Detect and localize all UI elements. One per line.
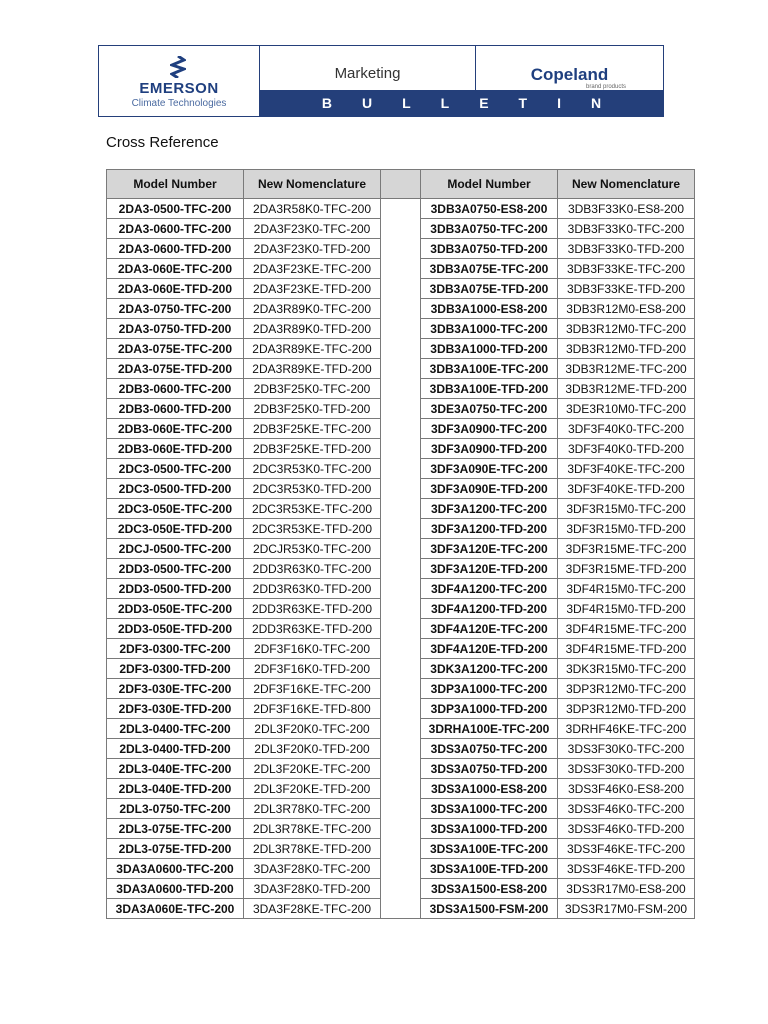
- spacer-cell: [381, 659, 421, 679]
- col-header-new-nomenclature-2: New Nomenclature: [558, 170, 695, 199]
- model-number-cell: 3DF4A120E-TFC-200: [421, 619, 558, 639]
- spacer-cell: [381, 899, 421, 919]
- table-row: [107, 539, 695, 559]
- table-row: [107, 219, 695, 239]
- new-nomenclature-cell: 3DF4R15M0-TFC-200: [558, 579, 695, 599]
- new-nomenclature-cell: 3DS3F30K0-TFC-200: [558, 739, 695, 759]
- new-nomenclature-cell: 3DF4R15ME-TFD-200: [558, 639, 695, 659]
- spacer-cell: [381, 259, 421, 279]
- emerson-wordmark: EMERSON: [139, 80, 219, 97]
- table-row: [107, 679, 695, 699]
- new-nomenclature-cell: 2DD3R63K0-TFD-200: [244, 579, 381, 599]
- table-row: [107, 739, 695, 759]
- new-nomenclature-cell: 2DL3R78KE-TFD-200: [244, 839, 381, 859]
- new-nomenclature-cell: 2DA3F23K0-TFD-200: [244, 239, 381, 259]
- table-row: [107, 779, 695, 799]
- new-nomenclature-cell: 3DS3F46K0-TFD-200: [558, 819, 695, 839]
- table-row: [107, 479, 695, 499]
- new-nomenclature-cell: 3DS3R17M0-ES8-200: [558, 879, 695, 899]
- new-nomenclature-cell: 3DS3R17M0-FSM-200: [558, 899, 695, 919]
- model-number-cell: 3DF3A090E-TFD-200: [421, 479, 558, 499]
- marketing-cell: [260, 46, 476, 90]
- new-nomenclature-cell: 3DS3F46K0-ES8-200: [558, 779, 695, 799]
- spacer-cell: [381, 859, 421, 879]
- model-number-cell: 3DB3A100E-TFD-200: [421, 379, 558, 399]
- new-nomenclature-cell: 2DA3F23KE-TFC-200: [244, 259, 381, 279]
- model-number-cell: 3DB3A075E-TFC-200: [421, 259, 558, 279]
- new-nomenclature-cell: 3DS3F30K0-TFD-200: [558, 759, 695, 779]
- spacer-cell: [381, 759, 421, 779]
- model-number-cell: 3DF3A1200-TFD-200: [421, 519, 558, 539]
- model-number-cell: 3DF3A1200-TFC-200: [421, 499, 558, 519]
- spacer-cell: [381, 559, 421, 579]
- new-nomenclature-cell: 2DL3R78KE-TFC-200: [244, 819, 381, 839]
- new-nomenclature-cell: 3DS3F46KE-TFD-200: [558, 859, 695, 879]
- spacer-cell: [381, 419, 421, 439]
- spacer-cell: [381, 639, 421, 659]
- table-row: [107, 239, 695, 259]
- model-number-cell: 3DS3A0750-TFC-200: [421, 739, 558, 759]
- new-nomenclature-cell: 3DK3R15M0-TFC-200: [558, 659, 695, 679]
- new-nomenclature-cell: 3DS3F46KE-TFC-200: [558, 839, 695, 859]
- bulletin-banner: BULLETIN: [260, 90, 663, 116]
- new-nomenclature-cell: 3DF3R15M0-TFC-200: [558, 499, 695, 519]
- model-number-cell: 2DA3-0750-TFC-200: [107, 299, 244, 319]
- copeland-subtitle: brand products: [586, 84, 627, 90]
- spacer-cell: [381, 679, 421, 699]
- model-number-cell: 3DP3A1000-TFD-200: [421, 699, 558, 719]
- model-number-cell: 2DA3-060E-TFD-200: [107, 279, 244, 299]
- table-row: [107, 439, 695, 459]
- model-number-cell: 3DS3A1000-ES8-200: [421, 779, 558, 799]
- spacer-cell: [381, 299, 421, 319]
- model-number-cell: 2DB3-0600-TFD-200: [107, 399, 244, 419]
- spacer-cell: [381, 739, 421, 759]
- col-header-model-number: Model Number: [107, 170, 244, 199]
- table-row: [107, 639, 695, 659]
- spacer-cell: [381, 279, 421, 299]
- model-number-cell: 3DS3A1500-ES8-200: [421, 879, 558, 899]
- table-row: [107, 879, 695, 899]
- new-nomenclature-cell: 3DB3F33K0-ES8-200: [558, 199, 695, 219]
- model-number-cell: 2DA3-0600-TFC-200: [107, 219, 244, 239]
- col-header-spacer: [381, 170, 421, 199]
- spacer-cell: [381, 399, 421, 419]
- model-number-cell: 3DF3A0900-TFC-200: [421, 419, 558, 439]
- new-nomenclature-cell: 2DF3F16KE-TFC-200: [244, 679, 381, 699]
- model-number-cell: 2DF3-0300-TFD-200: [107, 659, 244, 679]
- model-number-cell: 3DB3A075E-TFD-200: [421, 279, 558, 299]
- table-row: [107, 359, 695, 379]
- new-nomenclature-cell: 2DD3R63K0-TFC-200: [244, 559, 381, 579]
- table-row: [107, 379, 695, 399]
- new-nomenclature-cell: 2DL3F20KE-TFC-200: [244, 759, 381, 779]
- spacer-cell: [381, 319, 421, 339]
- table-row: [107, 859, 695, 879]
- new-nomenclature-cell: 2DD3R63KE-TFD-200: [244, 619, 381, 639]
- new-nomenclature-cell: 3DB3F33K0-TFC-200: [558, 219, 695, 239]
- emerson-logo-icon: [170, 56, 186, 78]
- table-row: [107, 339, 695, 359]
- new-nomenclature-cell: 3DA3F28K0-TFD-200: [244, 879, 381, 899]
- new-nomenclature-cell: 2DA3F23KE-TFD-200: [244, 279, 381, 299]
- model-number-cell: 2DB3-060E-TFC-200: [107, 419, 244, 439]
- model-number-cell: 3DE3A0750-TFC-200: [421, 399, 558, 419]
- new-nomenclature-cell: 3DF3R15ME-TFD-200: [558, 559, 695, 579]
- new-nomenclature-cell: 3DF4R15M0-TFD-200: [558, 599, 695, 619]
- table-row: [107, 819, 695, 839]
- model-number-cell: 3DK3A1200-TFC-200: [421, 659, 558, 679]
- table-row: [107, 719, 695, 739]
- model-number-cell: 2DL3-0750-TFC-200: [107, 799, 244, 819]
- spacer-cell: [381, 619, 421, 639]
- model-number-cell: 3DF3A120E-TFC-200: [421, 539, 558, 559]
- bulletin-header: [98, 45, 664, 117]
- copeland-wordmark: Copeland: [530, 65, 609, 84]
- model-number-cell: 2DC3-050E-TFC-200: [107, 499, 244, 519]
- model-number-cell: 3DB3A100E-TFC-200: [421, 359, 558, 379]
- new-nomenclature-cell: 2DC3R53KE-TFD-200: [244, 519, 381, 539]
- table-row: [107, 579, 695, 599]
- table-header-row: [107, 170, 695, 199]
- table-row: [107, 559, 695, 579]
- table-row: [107, 279, 695, 299]
- model-number-cell: 2DF3-030E-TFD-200: [107, 699, 244, 719]
- model-number-cell: 3DA3A0600-TFC-200: [107, 859, 244, 879]
- new-nomenclature-cell: 2DL3F20KE-TFD-200: [244, 779, 381, 799]
- model-number-cell: 3DA3A0600-TFD-200: [107, 879, 244, 899]
- model-number-cell: 3DS3A0750-TFD-200: [421, 759, 558, 779]
- new-nomenclature-cell: 3DF3F40K0-TFC-200: [558, 419, 695, 439]
- emerson-subtitle: Climate Technologies: [131, 98, 227, 109]
- spacer-cell: [381, 239, 421, 259]
- new-nomenclature-cell: 3DB3R12ME-TFD-200: [558, 379, 695, 399]
- table-row: [107, 839, 695, 859]
- table-body: [107, 199, 695, 919]
- model-number-cell: 3DF4A1200-TFC-200: [421, 579, 558, 599]
- model-number-cell: 3DF4A1200-TFD-200: [421, 599, 558, 619]
- new-nomenclature-cell: 3DE3R10M0-TFC-200: [558, 399, 695, 419]
- spacer-cell: [381, 779, 421, 799]
- model-number-cell: 2DA3-0750-TFD-200: [107, 319, 244, 339]
- marketing-label: Marketing: [334, 65, 401, 82]
- model-number-cell: 3DA3A060E-TFC-200: [107, 899, 244, 919]
- new-nomenclature-cell: 2DA3F23K0-TFC-200: [244, 219, 381, 239]
- new-nomenclature-cell: 2DC3R53K0-TFC-200: [244, 459, 381, 479]
- table-row: [107, 459, 695, 479]
- model-number-cell: 2DD3-050E-TFC-200: [107, 599, 244, 619]
- new-nomenclature-cell: 2DF3F16K0-TFC-200: [244, 639, 381, 659]
- new-nomenclature-cell: 2DF3F16K0-TFD-200: [244, 659, 381, 679]
- new-nomenclature-cell: 2DA3R89K0-TFD-200: [244, 319, 381, 339]
- model-number-cell: 2DL3-075E-TFD-200: [107, 839, 244, 859]
- table-row: [107, 299, 695, 319]
- model-number-cell: 2DF3-0300-TFC-200: [107, 639, 244, 659]
- table-row: [107, 519, 695, 539]
- spacer-cell: [381, 199, 421, 219]
- new-nomenclature-cell: 3DS3F46K0-TFC-200: [558, 799, 695, 819]
- spacer-cell: [381, 839, 421, 859]
- model-number-cell: 3DS3A1500-FSM-200: [421, 899, 558, 919]
- new-nomenclature-cell: 2DD3R63KE-TFD-200: [244, 599, 381, 619]
- table-row: [107, 619, 695, 639]
- model-number-cell: 3DB3A0750-TFD-200: [421, 239, 558, 259]
- model-number-cell: 3DB3A1000-TFC-200: [421, 319, 558, 339]
- model-number-cell: 3DF3A090E-TFC-200: [421, 459, 558, 479]
- model-number-cell: 3DF3A120E-TFD-200: [421, 559, 558, 579]
- model-number-cell: 2DL3-040E-TFD-200: [107, 779, 244, 799]
- model-number-cell: 3DS3A1000-TFD-200: [421, 819, 558, 839]
- spacer-cell: [381, 579, 421, 599]
- new-nomenclature-cell: 2DA3R58K0-TFC-200: [244, 199, 381, 219]
- table-row: [107, 599, 695, 619]
- new-nomenclature-cell: 3DP3R12M0-TFC-200: [558, 679, 695, 699]
- spacer-cell: [381, 879, 421, 899]
- spacer-cell: [381, 359, 421, 379]
- new-nomenclature-cell: 2DB3F25KE-TFD-200: [244, 439, 381, 459]
- spacer-cell: [381, 219, 421, 239]
- new-nomenclature-cell: 3DA3F28K0-TFC-200: [244, 859, 381, 879]
- model-number-cell: 3DF3A0900-TFD-200: [421, 439, 558, 459]
- new-nomenclature-cell: 3DF3F40KE-TFC-200: [558, 459, 695, 479]
- model-number-cell: 3DF4A120E-TFD-200: [421, 639, 558, 659]
- model-number-cell: 2DL3-040E-TFC-200: [107, 759, 244, 779]
- copeland-logo: [476, 46, 663, 90]
- model-number-cell: 3DS3A1000-TFC-200: [421, 799, 558, 819]
- new-nomenclature-cell: 2DA3R89K0-TFC-200: [244, 299, 381, 319]
- new-nomenclature-cell: 2DL3F20K0-TFD-200: [244, 739, 381, 759]
- table-row: [107, 659, 695, 679]
- model-number-cell: 3DB3A0750-TFC-200: [421, 219, 558, 239]
- new-nomenclature-cell: 2DB3F25KE-TFC-200: [244, 419, 381, 439]
- table-row: [107, 759, 695, 779]
- table-row: [107, 899, 695, 919]
- model-number-cell: 2DD3-0500-TFC-200: [107, 559, 244, 579]
- model-number-cell: 2DA3-0500-TFC-200: [107, 199, 244, 219]
- new-nomenclature-cell: 3DB3F33K0-TFD-200: [558, 239, 695, 259]
- model-number-cell: 2DA3-060E-TFC-200: [107, 259, 244, 279]
- model-number-cell: 2DA3-0600-TFD-200: [107, 239, 244, 259]
- new-nomenclature-cell: 2DL3R78K0-TFC-200: [244, 799, 381, 819]
- new-nomenclature-cell: 3DA3F28KE-TFC-200: [244, 899, 381, 919]
- new-nomenclature-cell: 2DCJR53K0-TFC-200: [244, 539, 381, 559]
- col-header-new-nomenclature: New Nomenclature: [244, 170, 381, 199]
- spacer-cell: [381, 479, 421, 499]
- model-number-cell: 3DB3A0750-ES8-200: [421, 199, 558, 219]
- model-number-cell: 3DB3A1000-ES8-200: [421, 299, 558, 319]
- spacer-cell: [381, 459, 421, 479]
- new-nomenclature-cell: 2DB3F25K0-TFC-200: [244, 379, 381, 399]
- new-nomenclature-cell: 2DA3R89KE-TFC-200: [244, 339, 381, 359]
- new-nomenclature-cell: 2DC3R53KE-TFC-200: [244, 499, 381, 519]
- spacer-cell: [381, 719, 421, 739]
- new-nomenclature-cell: 3DB3R12M0-TFC-200: [558, 319, 695, 339]
- new-nomenclature-cell: 3DB3R12ME-TFC-200: [558, 359, 695, 379]
- new-nomenclature-cell: 3DB3F33KE-TFC-200: [558, 259, 695, 279]
- new-nomenclature-cell: 3DF4R15ME-TFC-200: [558, 619, 695, 639]
- section-title: Cross Reference: [106, 134, 219, 151]
- table-row: [107, 799, 695, 819]
- model-number-cell: 2DL3-0400-TFD-200: [107, 739, 244, 759]
- new-nomenclature-cell: 3DF3R15M0-TFD-200: [558, 519, 695, 539]
- table-row: [107, 419, 695, 439]
- model-number-cell: 2DD3-050E-TFD-200: [107, 619, 244, 639]
- spacer-cell: [381, 599, 421, 619]
- spacer-cell: [381, 699, 421, 719]
- new-nomenclature-cell: 3DF3F40KE-TFD-200: [558, 479, 695, 499]
- new-nomenclature-cell: 3DB3R12M0-ES8-200: [558, 299, 695, 319]
- new-nomenclature-cell: 3DB3R12M0-TFD-200: [558, 339, 695, 359]
- model-number-cell: 3DB3A1000-TFD-200: [421, 339, 558, 359]
- model-number-cell: 2DD3-0500-TFD-200: [107, 579, 244, 599]
- spacer-cell: [381, 339, 421, 359]
- spacer-cell: [381, 439, 421, 459]
- table-row: [107, 199, 695, 219]
- spacer-cell: [381, 539, 421, 559]
- model-number-cell: 2DL3-0400-TFC-200: [107, 719, 244, 739]
- model-number-cell: 2DA3-075E-TFD-200: [107, 359, 244, 379]
- spacer-cell: [381, 519, 421, 539]
- table-row: [107, 259, 695, 279]
- table-row: [107, 319, 695, 339]
- new-nomenclature-cell: 3DF3F40K0-TFD-200: [558, 439, 695, 459]
- model-number-cell: 2DA3-075E-TFC-200: [107, 339, 244, 359]
- new-nomenclature-cell: 2DB3F25K0-TFD-200: [244, 399, 381, 419]
- new-nomenclature-cell: 3DB3F33KE-TFD-200: [558, 279, 695, 299]
- table-row: [107, 699, 695, 719]
- model-number-cell: 3DP3A1000-TFC-200: [421, 679, 558, 699]
- new-nomenclature-cell: 2DC3R53K0-TFD-200: [244, 479, 381, 499]
- model-number-cell: 2DC3-0500-TFD-200: [107, 479, 244, 499]
- model-number-cell: 3DRHA100E-TFC-200: [421, 719, 558, 739]
- model-number-cell: 3DS3A100E-TFD-200: [421, 859, 558, 879]
- model-number-cell: 2DF3-030E-TFC-200: [107, 679, 244, 699]
- model-number-cell: 2DL3-075E-TFC-200: [107, 819, 244, 839]
- table-row: [107, 399, 695, 419]
- model-number-cell: 2DB3-0600-TFC-200: [107, 379, 244, 399]
- cross-reference-table: [106, 169, 695, 919]
- col-header-model-number-2: Model Number: [421, 170, 558, 199]
- new-nomenclature-cell: 2DF3F16KE-TFD-800: [244, 699, 381, 719]
- spacer-cell: [381, 379, 421, 399]
- new-nomenclature-cell: 2DL3F20K0-TFC-200: [244, 719, 381, 739]
- new-nomenclature-cell: 3DF3R15ME-TFC-200: [558, 539, 695, 559]
- spacer-cell: [381, 799, 421, 819]
- new-nomenclature-cell: 3DRHF46KE-TFC-200: [558, 719, 695, 739]
- model-number-cell: 2DB3-060E-TFD-200: [107, 439, 244, 459]
- new-nomenclature-cell: 2DA3R89KE-TFD-200: [244, 359, 381, 379]
- model-number-cell: 2DC3-050E-TFD-200: [107, 519, 244, 539]
- new-nomenclature-cell: 3DP3R12M0-TFD-200: [558, 699, 695, 719]
- table-row: [107, 499, 695, 519]
- spacer-cell: [381, 499, 421, 519]
- spacer-cell: [381, 819, 421, 839]
- model-number-cell: 3DS3A100E-TFC-200: [421, 839, 558, 859]
- model-number-cell: 2DC3-0500-TFC-200: [107, 459, 244, 479]
- model-number-cell: 2DCJ-0500-TFC-200: [107, 539, 244, 559]
- emerson-logo: [99, 46, 260, 116]
